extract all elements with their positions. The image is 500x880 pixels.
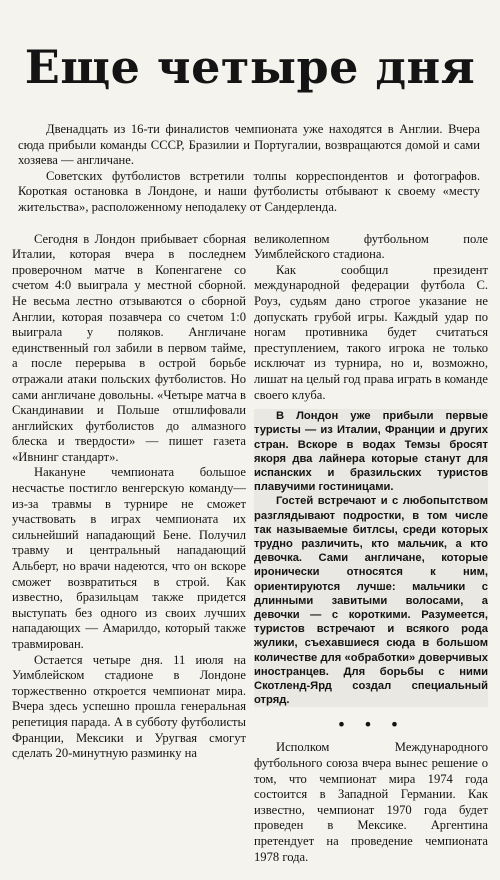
- right-paragraph-1: великолепном футбольном поле Уимблейского стадиона.: [254, 231, 488, 262]
- left-paragraph-2: Накануне чемпионата большое несчастье постигло венгерскую команду— из-за травмы в турнире не сможет участвовать в играх чемпионата их сильнейший нападающий Бене. Получил травму и центральный нападающий Альберт, но врачи надеются, что он вскоре сможет возвратиться в строй. Как известно, бразильцам также придется выступать без одного из своих лучших нападающих — Амарилдо, который также травмирован.: [12, 465, 246, 651]
- boxed-note-2: Гостей встречают и с любопытством разглядывают подростки, в том числе так называемые битлсы, среди которых трудно различить, кто мальчик, а кто девочка. Сами англичане, которые иронически относятся к ним, ориентируются лучше: мальчики с длинными завитыми волосами, а девочки — с короткими. Разумеется, туристов встречают и всякого рода жулики, съехавшиеся сюда в большом количестве для «обработки» доверчивых иностранцев. Для борьбы с ними Скотленд-Ярд создал специальный отряд.: [254, 495, 488, 707]
- left-column: [12, 232, 246, 866]
- article-headline: Еще четыре дня: [24, 40, 476, 94]
- lead-paragraph-1: Двенадцать из 16-ти финалистов чемпионата уже находятся в Англии. Вчера сюда прибыли команды СССР, Бразилии и Португалии, возвращаются домой и сами хозяева — англичане.: [18, 122, 480, 168]
- lead-paragraph-2: Советских футболистов встретили толпы корреспондентов и фотографов. Короткая остановка в Лондоне, и наши футболисты отбывают к своему «месту жительства», расположенному неподалеку от Сандерленда.: [18, 168, 480, 214]
- closing-paragraph: Исполком Международного футбольного союза вчера вынес решение о том, что чемпионат мира 1974 года состоится в Западной Германии. Как известно, чемпионат 1970 года будет проведен в Мексике. Аргентина претендует на проведение чемпионата 1978 года.: [254, 740, 488, 864]
- right-paragraph-2: Как сообщил президент международной федерации футбола С. Роуз, судьям дано строгое указание не допускать грубой игры. Каждый удар по ногам противника будет считаться преступлением, такого игрока не только исключат из турнира, но и, возможно, лишат на целый год права играть в команде своего клуба.: [254, 262, 488, 402]
- right-column: [254, 232, 488, 866]
- newspaper-article: [12, 8, 488, 874]
- article-columns: [12, 232, 488, 866]
- left-paragraph-3: Остается четыре дня. 11 июля на Уимблейском стадионе в Лондоне торжественно откроется чемпионат мира. Вчера здесь успешно прошла генеральная репетиция парада. А в субботу футболисты Франции, Мексики и Уругвая смогут сделать 20-минутную разминку на: [12, 652, 246, 761]
- boxed-note-1: В Лондон уже прибыли первые туристы — из Италии, Франции и других стран. Вскоре в водах Темзы бросят якоря два лайнера которые станут для испанских и бразильских туристов плавучими гостиницами.: [254, 410, 488, 494]
- left-paragraph-1: Сегодня в Лондон прибывает сборная Италии, которая вчера в последнем проверочном матче в Копенгагене со счетом 4:0 выиграла у местной сборной. Не весьма лестно отзываются о сборной Англии, которая позавчера со счетом 1:0 выиграла у поляков. Англичане единственный гол забили в первом тайме, а после перерыва в острой борьбе отражали атаки польских футболистов. Но сами англичане довольны. «Четыре матча в Скандинавии и Польше отшлифовали английских футболистов до алмазного блеска и твердости» — пишет газета «Ивнинг стандарт».: [12, 231, 246, 464]
- section-separator: • • •: [336, 715, 406, 735]
